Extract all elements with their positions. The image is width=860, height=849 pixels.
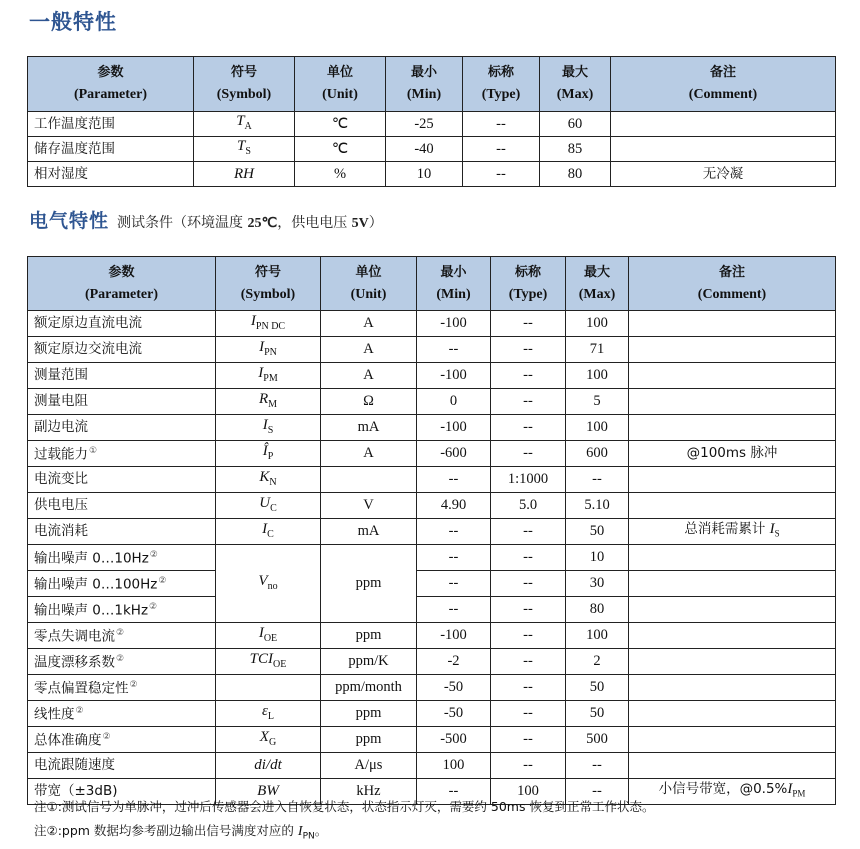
- param-cell: [28, 337, 216, 363]
- param-cell: [28, 701, 216, 727]
- footnote-marker: ②: [129, 680, 138, 691]
- typ-cell: --: [491, 623, 566, 649]
- table-row: [28, 727, 836, 753]
- unit-cell: A: [321, 311, 417, 337]
- electrical-characteristics-title: 电气特性: [29, 210, 110, 232]
- column-header: [194, 57, 295, 112]
- symbol-subscript: A: [244, 120, 252, 132]
- column-header-en: (Max): [556, 87, 594, 102]
- column-header-en: (Type): [481, 87, 521, 102]
- max-cell: 500: [566, 727, 629, 753]
- column-header: [417, 257, 491, 311]
- symbol: I: [258, 624, 264, 641]
- column-header: [321, 257, 417, 311]
- param-label: 带宽（±3dB): [34, 783, 118, 799]
- max-cell: --: [566, 779, 629, 805]
- max-cell: 71: [566, 337, 629, 363]
- min-cell: -40: [386, 137, 463, 162]
- comment-symbol-subscript: PM: [792, 788, 806, 799]
- footnote-marker: ②: [149, 602, 158, 613]
- unit-cell: ppm/month: [321, 675, 417, 701]
- footnote-marker: ②: [158, 576, 167, 587]
- param-label: 过载能力: [34, 446, 88, 463]
- param-cell: [28, 311, 216, 337]
- param-label: 供电电压: [34, 497, 88, 513]
- typ-cell: --: [491, 545, 566, 571]
- footnote-marker: ②: [116, 654, 125, 665]
- symbol: RH: [234, 165, 254, 182]
- column-header: [28, 257, 216, 311]
- symbol: TCI: [249, 650, 273, 667]
- comment-cell: [629, 389, 836, 415]
- typ-cell: --: [463, 137, 540, 162]
- column-header-en: (Unit): [350, 286, 387, 302]
- comment-cell: [629, 753, 836, 779]
- column-header-en: (Parameter): [73, 87, 148, 102]
- typ-cell: --: [491, 519, 566, 545]
- footnote-2-end: 。: [314, 823, 328, 838]
- column-header-cn: 符号: [254, 264, 281, 280]
- table-row: [28, 112, 836, 137]
- table-row: [28, 363, 836, 389]
- symbol: I: [262, 520, 268, 537]
- unit-cell: A: [321, 337, 417, 363]
- column-header-en: (Symbol): [240, 286, 296, 302]
- column-header-cn: 符号: [230, 65, 257, 80]
- min-cell: 4.90: [417, 493, 491, 519]
- param-label: 电流变比: [34, 471, 88, 487]
- comment-symbol-subscript: S: [774, 528, 780, 539]
- unit-cell: ℃: [295, 112, 386, 137]
- symbol-cell: [216, 415, 321, 441]
- symbol-subscript: PN: [264, 346, 277, 358]
- noise-symbol-cell: [216, 545, 321, 623]
- table-row: [28, 519, 836, 545]
- comment-cell: [629, 649, 836, 675]
- max-cell: 80: [540, 162, 611, 187]
- unit-cell: ℃: [295, 137, 386, 162]
- comment-cell: [629, 337, 836, 363]
- param-cell: [28, 441, 216, 467]
- symbol: I: [250, 312, 256, 329]
- unit-cell: A: [321, 441, 417, 467]
- footnote-marker: ①: [89, 446, 98, 457]
- table-row: [28, 675, 836, 701]
- param-label: 测量范围: [34, 367, 88, 383]
- table-row: [28, 753, 836, 779]
- symbol-subscript: OE: [263, 632, 278, 644]
- column-header-cn: 标称: [487, 65, 514, 80]
- comment-cell: [611, 112, 836, 137]
- typ-cell: --: [491, 597, 566, 623]
- comment-symbol: I: [787, 780, 793, 797]
- comment-cell: [629, 701, 836, 727]
- param-cell: 相对湿度: [28, 162, 194, 187]
- symbol-subscript: C: [270, 502, 277, 514]
- min-cell: -50: [417, 701, 491, 727]
- column-header: [295, 57, 386, 112]
- symbol-subscript: N: [269, 476, 277, 488]
- symbol: I: [259, 338, 265, 355]
- min-cell: --: [417, 337, 491, 363]
- symbol-cell: [216, 441, 321, 467]
- comment-text: @100ms 脉冲: [686, 445, 778, 461]
- min-cell: --: [417, 519, 491, 545]
- comment-cell: [629, 571, 836, 597]
- footnote-1-text: 注①:测试信号为单脉冲，过冲后传感器会进入自恢复状态，状态指示灯灭，需要约 50ms 恢复到正常工作状态。: [34, 799, 655, 814]
- min-cell: -100: [417, 363, 491, 389]
- param-label: 温度漂移系数: [34, 654, 115, 671]
- typ-cell: --: [491, 571, 566, 597]
- param-label: 测量电阻: [34, 393, 88, 409]
- unit-cell: ppm: [321, 701, 417, 727]
- comment-cell: [629, 779, 836, 805]
- comment-text: 总消耗需累计: [684, 520, 770, 537]
- max-cell: 50: [566, 701, 629, 727]
- symbol-cell: [216, 675, 321, 701]
- param-label: 线性度: [34, 706, 75, 723]
- footnote-2-subscript: PN: [302, 831, 315, 842]
- table-row: [28, 467, 836, 493]
- max-cell: 5.10: [566, 493, 629, 519]
- footnote-2-symbol: I: [297, 824, 303, 839]
- comment-cell: [629, 493, 836, 519]
- param-cell: [28, 571, 216, 597]
- symbol-cell: [216, 337, 321, 363]
- symbol-cell: [194, 112, 295, 137]
- param-cell: [28, 753, 216, 779]
- column-header: [611, 57, 836, 112]
- min-cell: -500: [417, 727, 491, 753]
- param-label: 电流跟随速度: [34, 757, 115, 773]
- unit-cell: Ω: [321, 389, 417, 415]
- footnote-1: [34, 797, 654, 815]
- min-cell: --: [417, 597, 491, 623]
- general-characteristics-title: 一般特性: [29, 10, 117, 34]
- comment-cell: [629, 727, 836, 753]
- symbol-subscript: S: [245, 145, 251, 157]
- symbol-cell: [216, 389, 321, 415]
- unit-cell: mA: [321, 519, 417, 545]
- symbol-cell: [216, 623, 321, 649]
- symbol-cell: [216, 467, 321, 493]
- column-header: [463, 57, 540, 112]
- comment-cell: [611, 137, 836, 162]
- unit-cell: ppm: [321, 727, 417, 753]
- noise-unit-cell: ppm: [321, 545, 417, 623]
- column-header-cn: 最大: [583, 264, 610, 280]
- column-header-cn: 单位: [326, 65, 353, 80]
- table-row: [28, 311, 836, 337]
- param-cell: [28, 415, 216, 441]
- comment-symbol: I: [769, 520, 775, 537]
- column-header-en: (Type): [508, 286, 548, 302]
- column-header: [566, 257, 629, 311]
- typ-cell: --: [491, 363, 566, 389]
- max-cell: 2: [566, 649, 629, 675]
- typ-cell: --: [491, 701, 566, 727]
- column-header-cn: 最小: [440, 264, 467, 280]
- max-cell: 85: [540, 137, 611, 162]
- comment-cell: [629, 623, 836, 649]
- symbol: U: [259, 494, 271, 511]
- unit-cell: kHz: [321, 779, 417, 805]
- table-row: [28, 337, 836, 363]
- max-cell: 5: [566, 389, 629, 415]
- typ-cell: --: [463, 162, 540, 187]
- symbol: X: [259, 728, 269, 745]
- column-header-cn: 单位: [355, 264, 382, 280]
- param-label: 总体准确度: [34, 732, 102, 749]
- typ-cell: --: [491, 753, 566, 779]
- symbol-cell: [216, 753, 321, 779]
- typ-cell: --: [491, 389, 566, 415]
- max-cell: --: [566, 467, 629, 493]
- symbol-subscript: C: [267, 528, 274, 540]
- max-cell: 600: [566, 441, 629, 467]
- max-cell: 10: [566, 545, 629, 571]
- param-cell: [28, 363, 216, 389]
- unit-cell: V: [321, 493, 417, 519]
- typ-cell: 5.0: [491, 493, 566, 519]
- max-cell: 50: [566, 675, 629, 701]
- symbol-subscript: L: [267, 710, 275, 722]
- table-row: [28, 571, 836, 597]
- param-cell: [28, 727, 216, 753]
- table-row: [28, 389, 836, 415]
- param-cell: 储存温度范围: [28, 137, 194, 162]
- column-header-en: (Comment): [697, 286, 767, 302]
- column-header: [216, 257, 321, 311]
- footnote-marker: ②: [75, 706, 84, 717]
- unit-cell: A/μs: [321, 753, 417, 779]
- column-header-en: (Min): [406, 87, 442, 102]
- param-label: 零点失调电流: [34, 628, 115, 645]
- param-label: 输出噪声 0…100Hz: [34, 576, 158, 593]
- footnote-2: [34, 821, 327, 842]
- symbol-cell: [216, 311, 321, 337]
- param-cell: [28, 675, 216, 701]
- comment-cell: [629, 415, 836, 441]
- param-label: 输出噪声 0…1kHz: [34, 602, 149, 619]
- param-cell: [28, 389, 216, 415]
- param-label: 输出噪声 0…10Hz: [34, 550, 149, 567]
- param-label: 副边电流: [34, 419, 88, 435]
- column-header-cn: 参数: [97, 65, 124, 80]
- comment-cell: [629, 311, 836, 337]
- unit-cell: %: [295, 162, 386, 187]
- min-cell: --: [417, 571, 491, 597]
- column-header-cn: 最小: [410, 65, 437, 80]
- param-cell: 工作温度范围: [28, 112, 194, 137]
- min-cell: -100: [417, 623, 491, 649]
- symbol-subscript: no: [267, 580, 278, 592]
- symbol: di/dt: [254, 757, 282, 773]
- unit-cell: ppm: [321, 623, 417, 649]
- unit-cell: mA: [321, 415, 417, 441]
- param-cell: [28, 545, 216, 571]
- comment-cell: [629, 675, 836, 701]
- max-cell: 100: [566, 311, 629, 337]
- column-header-cn: 最大: [561, 65, 588, 80]
- symbol: ε: [261, 702, 268, 719]
- column-header: [629, 257, 836, 311]
- typ-cell: --: [491, 415, 566, 441]
- min-cell: 10: [386, 162, 463, 187]
- comment-cell: [629, 467, 836, 493]
- unit-cell: A: [321, 363, 417, 389]
- min-cell: -50: [417, 675, 491, 701]
- column-header-cn: 参数: [108, 264, 135, 280]
- symbol: R: [258, 390, 269, 407]
- symbol-cell: [216, 649, 321, 675]
- symbol-subscript: P: [267, 450, 274, 462]
- typ-cell: --: [491, 311, 566, 337]
- table-row: [28, 415, 836, 441]
- max-cell: 50: [566, 519, 629, 545]
- comment-cell: [629, 519, 836, 545]
- table-row: [28, 597, 836, 623]
- column-header: [540, 57, 611, 112]
- symbol-cell: [216, 701, 321, 727]
- max-cell: 100: [566, 415, 629, 441]
- symbol-cell: [216, 363, 321, 389]
- column-header: [28, 57, 194, 112]
- table-row: [28, 162, 836, 187]
- symbol-subscript: OE: [273, 658, 287, 670]
- symbol: I: [262, 416, 268, 433]
- comment-cell: [629, 363, 836, 389]
- column-header-cn: 标称: [514, 264, 541, 280]
- test-conditions: 测试条件（环境温度 25℃，供电电压 5V）: [117, 215, 383, 231]
- symbol-cell: [216, 519, 321, 545]
- symbol-subscript: PN DC: [255, 320, 286, 332]
- comment-text: 小信号带宽，@0.5%: [658, 780, 788, 797]
- param-label: 电流消耗: [34, 523, 88, 539]
- symbol-cell: [194, 137, 295, 162]
- electrical-characteristics-heading: [29, 206, 383, 233]
- min-cell: --: [417, 545, 491, 571]
- symbol: BW: [257, 783, 279, 799]
- table-row: [28, 545, 836, 571]
- param-cell: [28, 623, 216, 649]
- electrical-characteristics-table: [27, 256, 836, 805]
- min-cell: --: [417, 467, 491, 493]
- symbol-subscript: G: [268, 736, 277, 748]
- column-header-en: (Parameter): [84, 286, 159, 302]
- param-label: 额定原边直流电流: [34, 315, 142, 331]
- symbol: K: [259, 468, 270, 485]
- table-row: [28, 701, 836, 727]
- unit-cell: [321, 467, 417, 493]
- min-cell: -25: [386, 112, 463, 137]
- comment-cell: [629, 441, 836, 467]
- footnote-marker: ②: [116, 628, 125, 639]
- table-row: [28, 623, 836, 649]
- symbol-cell: [216, 727, 321, 753]
- param-label: 零点偏置稳定性: [34, 680, 129, 697]
- symbol: T: [237, 138, 246, 155]
- footnote-2-text: 注②:ppm 数据均参考副边输出信号满度对应的: [34, 823, 298, 838]
- typ-cell: 100: [491, 779, 566, 805]
- table-row: [28, 441, 836, 467]
- unit-cell: ppm/K: [321, 649, 417, 675]
- table-row: [28, 649, 836, 675]
- typ-cell: --: [463, 112, 540, 137]
- max-cell: 100: [566, 623, 629, 649]
- min-cell: 100: [417, 753, 491, 779]
- column-header-en: (Symbol): [216, 87, 272, 102]
- column-header-en: (Min): [436, 286, 471, 302]
- symbol: V: [258, 572, 268, 589]
- symbol-cell: [194, 162, 295, 187]
- column-header-en: (Max): [578, 286, 616, 302]
- comment-cell: [629, 597, 836, 623]
- param-cell: [28, 519, 216, 545]
- param-cell: [28, 493, 216, 519]
- typ-cell: --: [491, 649, 566, 675]
- min-cell: -100: [417, 311, 491, 337]
- min-cell: -2: [417, 649, 491, 675]
- general-characteristics-table: [27, 56, 836, 187]
- min-cell: 0: [417, 389, 491, 415]
- comment-cell: 无冷凝: [611, 162, 836, 187]
- param-cell: [28, 467, 216, 493]
- column-header-cn: 备注: [709, 65, 736, 80]
- typ-cell: --: [491, 441, 566, 467]
- comment-cell: [629, 545, 836, 571]
- min-cell: -100: [417, 415, 491, 441]
- symbol-subscript: M: [268, 398, 278, 410]
- symbol: I: [258, 364, 264, 381]
- column-header-cn: 备注: [718, 264, 745, 280]
- symbol-subscript: S: [267, 424, 274, 436]
- max-cell: 80: [566, 597, 629, 623]
- table-row: [28, 137, 836, 162]
- param-cell: [28, 649, 216, 675]
- footnote-marker: ②: [149, 550, 158, 561]
- symbol: T: [236, 113, 245, 130]
- typ-cell: --: [491, 337, 566, 363]
- max-cell: 30: [566, 571, 629, 597]
- max-cell: 60: [540, 112, 611, 137]
- symbol: Î: [262, 442, 268, 459]
- symbol-subscript: PM: [263, 372, 278, 384]
- typ-cell: --: [491, 727, 566, 753]
- symbol-cell: [216, 493, 321, 519]
- typ-cell: --: [491, 675, 566, 701]
- table-row: [28, 493, 836, 519]
- column-header: [386, 57, 463, 112]
- column-header-en: (Comment): [688, 87, 758, 102]
- typ-cell: 1:1000: [491, 467, 566, 493]
- column-header: [491, 257, 566, 311]
- column-header-en: (Unit): [322, 87, 358, 102]
- min-cell: --: [417, 779, 491, 805]
- max-cell: --: [566, 753, 629, 779]
- param-label: 额定原边交流电流: [34, 341, 142, 357]
- max-cell: 100: [566, 363, 629, 389]
- min-cell: -600: [417, 441, 491, 467]
- footnote-marker: ②: [102, 732, 111, 743]
- param-cell: [28, 597, 216, 623]
